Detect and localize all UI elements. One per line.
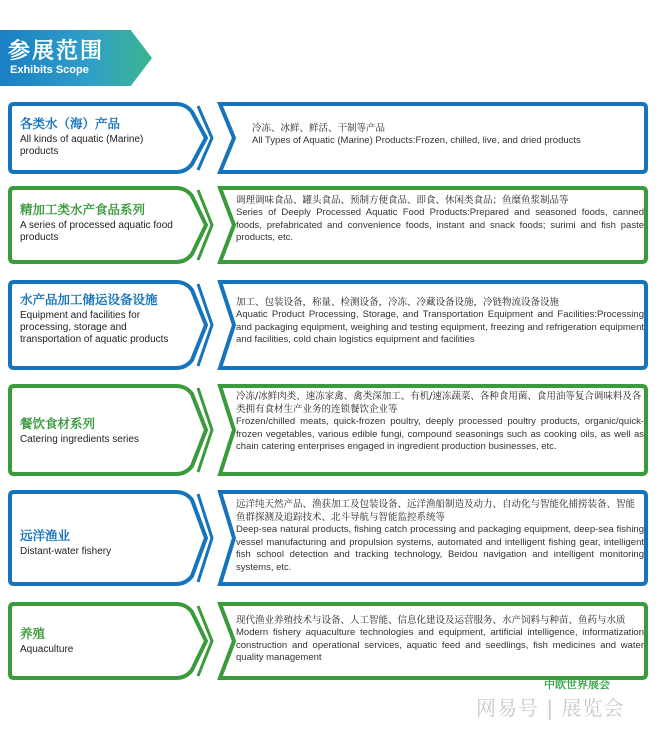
category-aquaculture <box>6 600 650 682</box>
category-content-en: Deep-sea natural products, fishing catch processing and packaging equipment, deep-sea fishing vessel manufacturing and propulsion systems, automated and intelligent fishing gear, intelligent fish school detection and tracking technology, Beidou navigation and intelligent monitoring systems, etc. <box>236 524 644 573</box>
category-title-en: A series of processed aquatic food products <box>20 220 173 243</box>
category-title-en: Distant-water fishery <box>20 546 112 557</box>
category-title: 餐饮食材系列 <box>20 416 96 431</box>
category-title: 各类水（海）产品 <box>20 116 121 131</box>
category-processed-food <box>6 184 650 266</box>
category-distant-water-fishery <box>6 488 650 588</box>
category-title-en: Aquaculture <box>20 644 74 655</box>
category-title-en: Catering ingredients series <box>20 434 139 445</box>
category-title: 养殖 <box>20 626 46 641</box>
category-content-en: Modern fishery aquaculture technologies and equipment, artificial intelligence, informatization construction and operational services, aquatic feed and seedlings, fish medicines and water quality management <box>236 627 644 663</box>
category-content-cn: 加工、包装设备，称量、检测设备，冷冻、冷藏设备设施，冷链物流设备设施 <box>236 297 560 308</box>
category-title-en: All kinds of aquatic (Marine) products <box>20 134 144 157</box>
category-catering <box>6 382 650 478</box>
category-content-en: Frozen/chilled meats, quick-frozen poultry, deeply processed poultry products, organic/quick-frozen vegetables, various edible fungi, compound seasonings such as cooking oils, as well as chain catering enterprises engaged in ingredient production businesses, etc. <box>236 416 644 452</box>
watermark-logo: 中欧世界展会 <box>544 678 610 691</box>
category-content-cn: 冷冻、冰鲜、鲜活、干制等产品 <box>252 123 386 134</box>
category-content-cn: 现代渔业养殖技术与设备、人工智能、信息化建设及运营服务、水产饲料与种苗、鱼药与水质 <box>236 615 626 626</box>
category-content-en: Aquatic Product Processing, Storage, and Transportation Equipment and Facilities:Processing and packaging equipment, weighing and testing equipment, freezing and refrigeration equipment and facilities, cold chain logistics equipment and facilities <box>236 309 644 345</box>
category-title: 水产品加工储运设备设施 <box>20 292 158 307</box>
category-equipment <box>6 278 650 372</box>
category-title: 远洋渔业 <box>20 528 71 543</box>
watermark-text: 网易号 | 展览会 <box>476 696 625 720</box>
category-content-cn: 冷冻/冰鲜肉类、速冻家禽、禽类深加工、有机/速冻蔬菜、各种食用菌、食用油等复合调味料及各类拥有食材生产业务的连锁餐饮企业等 <box>236 391 642 415</box>
category-title: 精加工类水产食品系列 <box>20 202 146 217</box>
category-content-cn: 调理调味食品、罐头食品、预制方便食品、即食、休闲类食品；鱼糜鱼浆制品等 <box>236 195 569 206</box>
category-content-cn: 远洋纯天然产品、渔获加工及包装设备、远洋渔船制造及动力、自动化与智能化捕捞装备、智能鱼群探测及追踪技术、北斗导航与智能监控系统等 <box>236 499 636 523</box>
category-aquatic-products <box>6 100 650 176</box>
category-content-en: Series of Deeply Processed Aquatic Food Products:Prepared and seasoned foods, canned foods, prefabricated and convenience foods, instant and snack foods; surimi and fish paste products, etc. <box>236 207 644 243</box>
page-title: 参展范围 <box>8 39 105 64</box>
category-content-en: All Types of Aquatic (Marine) Products:Frozen, chilled, live, and dried products <box>252 135 581 146</box>
category-title-en: Equipment and facilities for processing, storage and transportation of aquatic products <box>20 310 169 345</box>
page-subtitle: Exhibits Scope <box>10 64 89 76</box>
